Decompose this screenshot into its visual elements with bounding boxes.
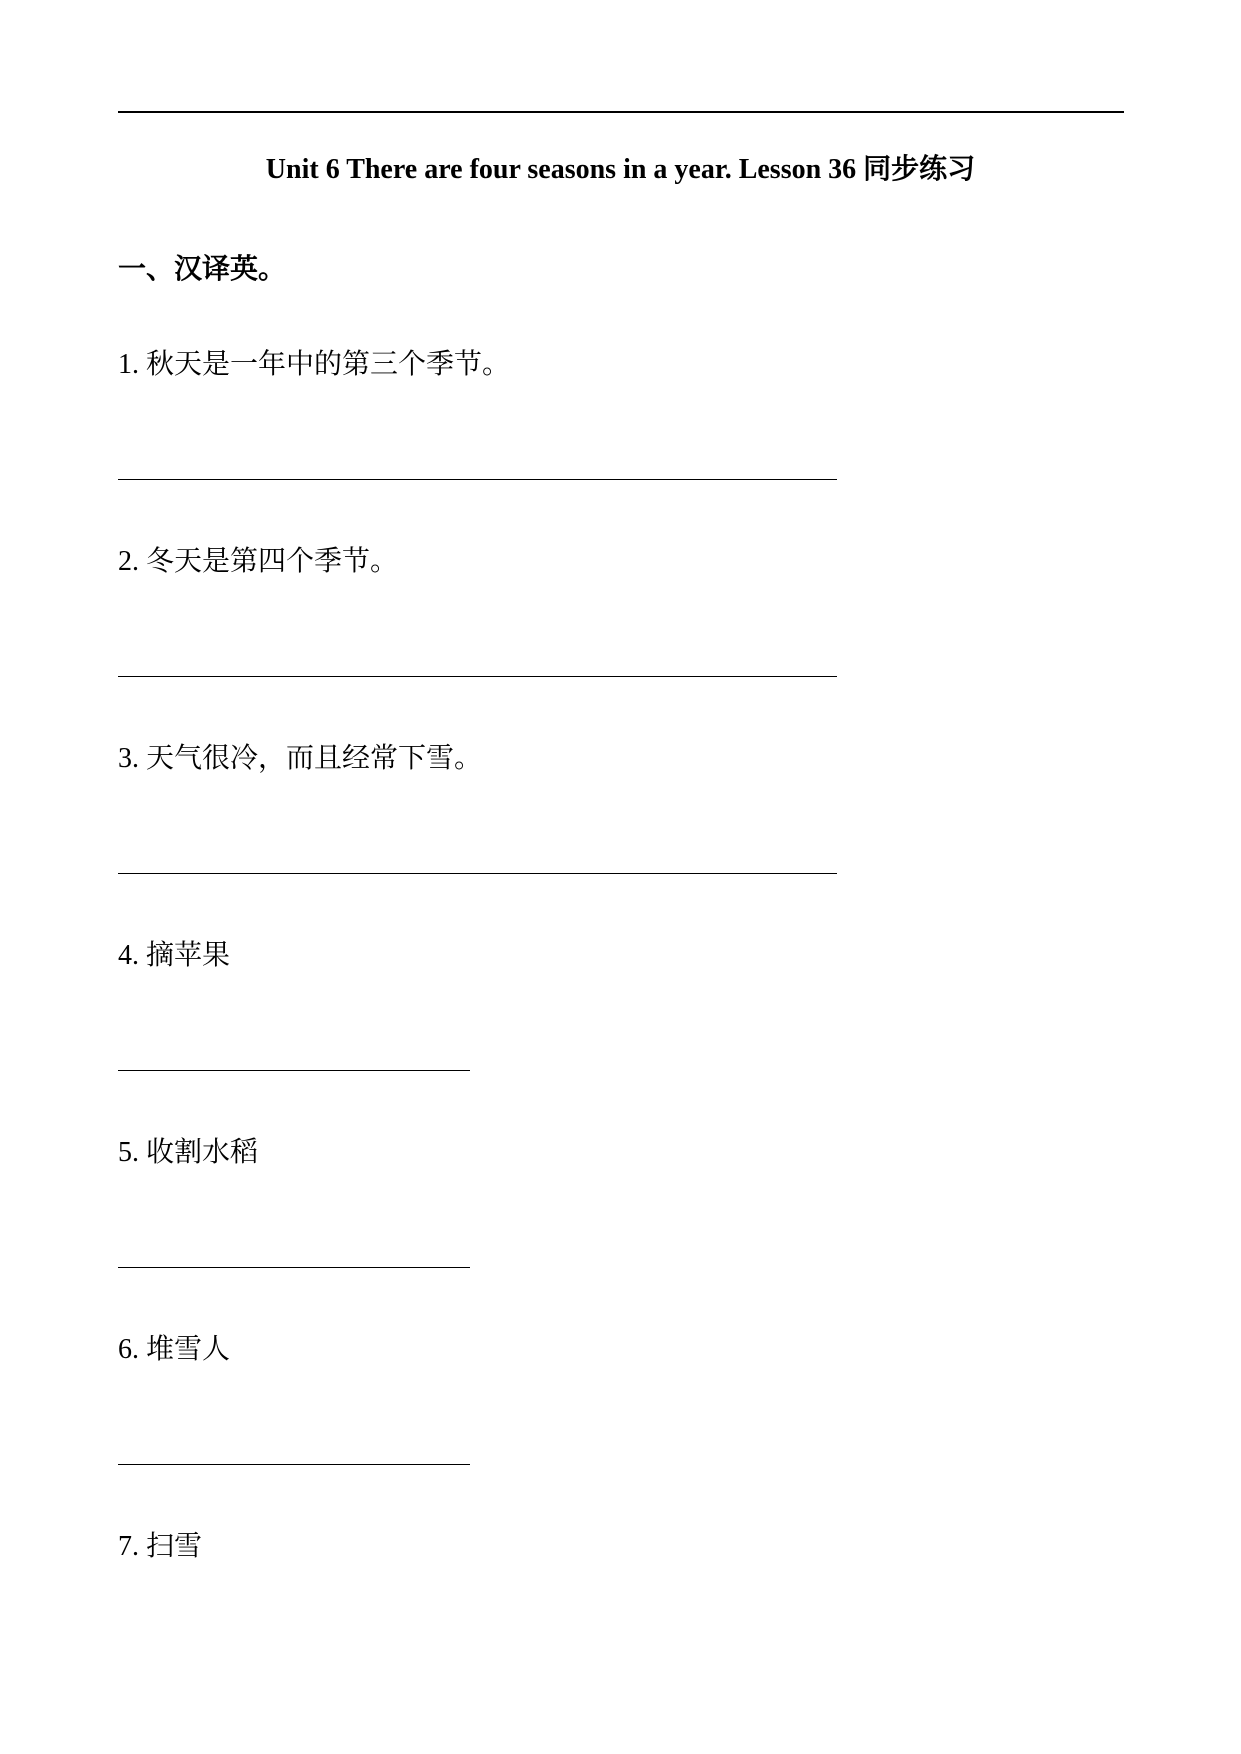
header-rule [118,111,1124,113]
question-6: 6. 堆雪人 [118,1334,231,1365]
question-7: 7. 扫雪 [118,1531,203,1562]
section-heading: 一、汉译英。 [118,254,287,285]
answer-line-6[interactable] [118,1464,470,1465]
answer-line-1[interactable] [118,479,837,480]
question-1: 1. 秋天是一年中的第三个季节。 [118,349,511,380]
question-4: 4. 摘苹果 [118,940,231,971]
page-title: Unit 6 There are four seasons in a year. Lesson 36 同步练习 [265,154,976,185]
answer-line-3[interactable] [118,873,837,874]
answer-line-2[interactable] [118,676,837,677]
question-2: 2. 冬天是第四个季节。 [118,546,399,577]
question-3: 3. 天气很冷，而且经常下雪。 [118,743,483,774]
answer-line-4[interactable] [118,1070,470,1071]
answer-line-5[interactable] [118,1267,470,1268]
question-5: 5. 收割水稻 [118,1137,259,1168]
